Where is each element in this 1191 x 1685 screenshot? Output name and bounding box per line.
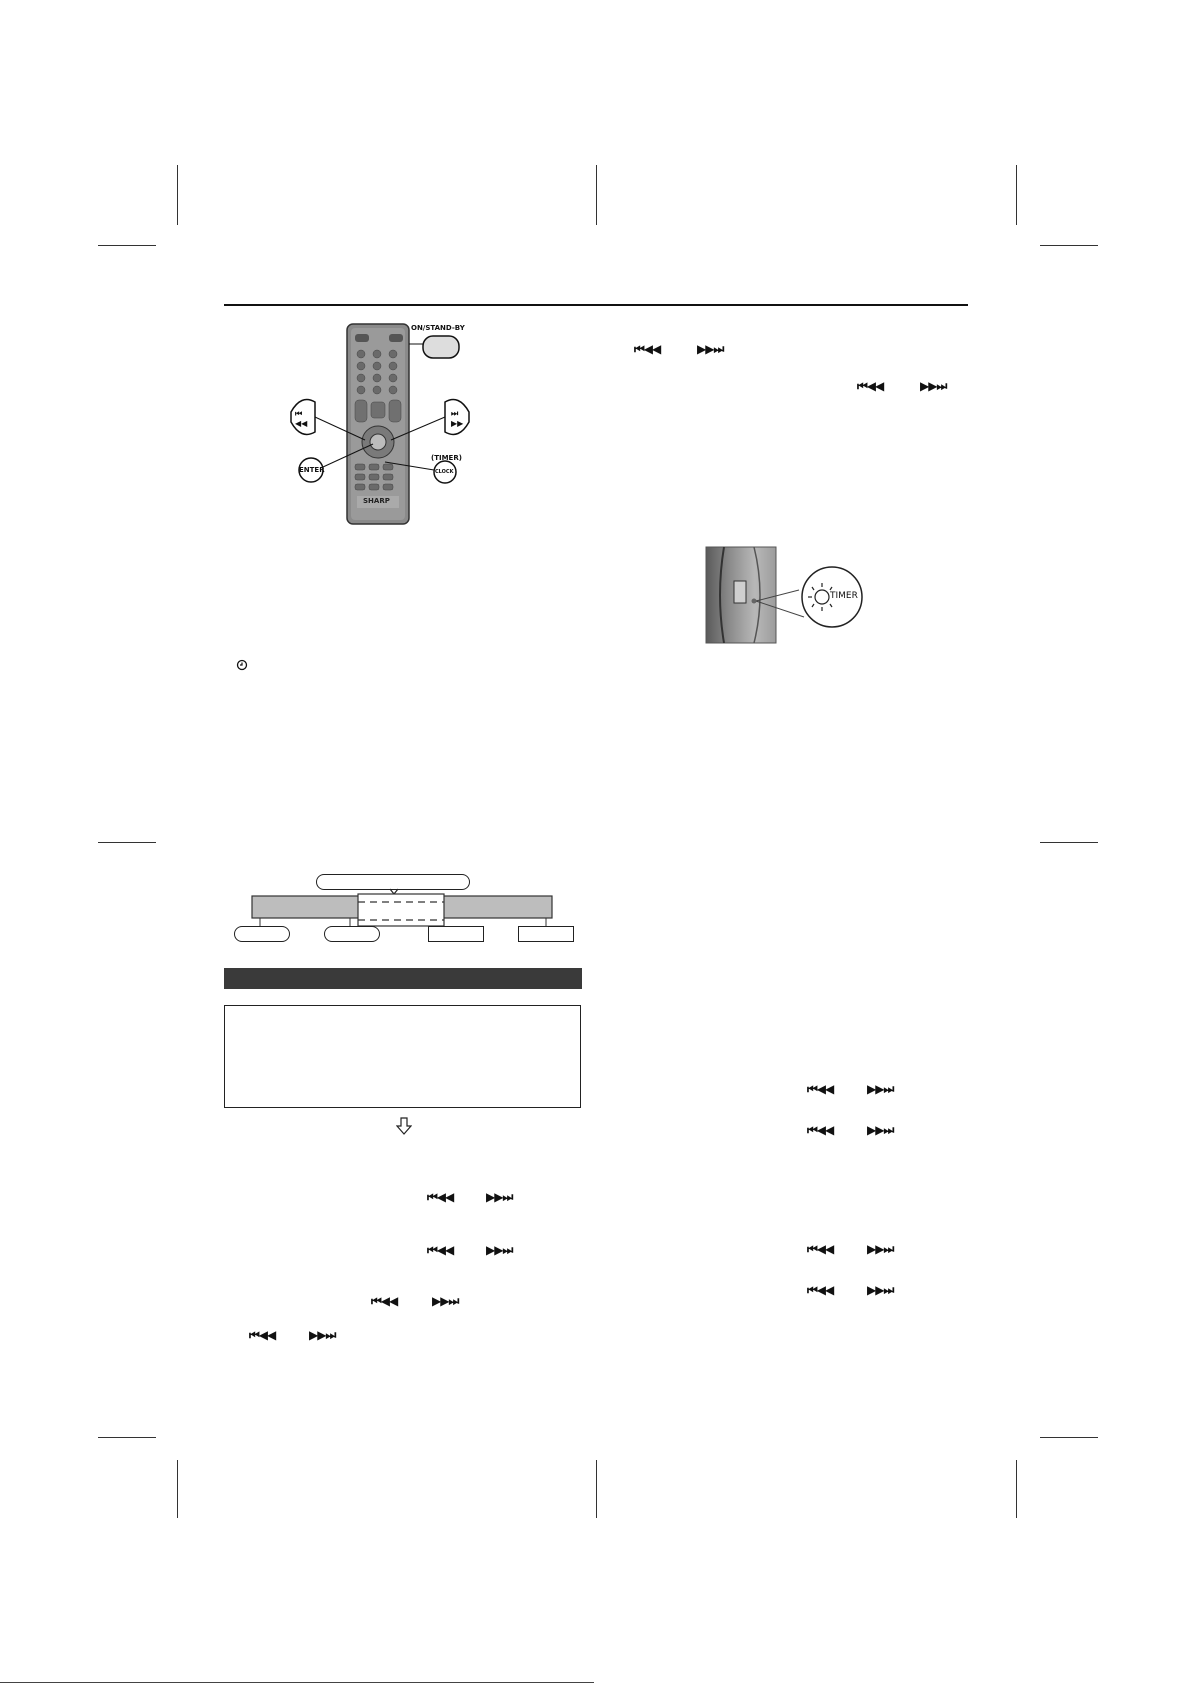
svg-text:⏭: ⏭ [451,409,459,418]
crop-mark [1040,245,1098,246]
skip-forward-icon: ▶▶⏭ [486,1243,513,1257]
down-arrow-icon [396,1117,412,1135]
skip-forward-icon: ▶▶⏭ [309,1328,336,1342]
skip-back-icon: ⏮◀◀ [427,1190,454,1204]
clock-label: CLOCK [435,469,454,475]
crop-mark [596,1460,597,1518]
skip-back-icon: ⏮◀◀ [807,1242,834,1256]
skip-back-icon: ⏮◀◀ [634,342,661,356]
skip-forward-icon: ▶▶⏭ [867,1082,894,1096]
section-heading-band [224,968,582,989]
timer-indicator-label: TIMER [830,591,858,601]
crop-mark [98,245,156,246]
crop-mark [177,165,178,225]
header-rule [224,304,968,306]
crop-mark [596,165,597,225]
svg-text:⏮: ⏮ [295,409,303,418]
crop-mark [1040,842,1098,843]
enter-label: ENTER [299,466,325,474]
timer-label: (TIMER) [431,454,462,462]
on-stand-by-label: ON/STAND-BY [411,324,465,332]
skip-back-icon: ⏮◀◀ [371,1294,398,1308]
crop-mark [98,842,156,843]
display-callout-4 [518,926,574,942]
skip-forward-icon: ▶▶⏭ [920,379,947,393]
svg-text:◀◀: ◀◀ [295,419,308,428]
crop-mark [1040,1437,1098,1438]
skip-forward-icon: ▶▶⏭ [697,342,724,356]
remote-illustration [285,322,475,527]
skip-forward-icon: ▶▶⏭ [867,1242,894,1256]
timer-indicator-illustration [704,545,884,645]
crop-mark [177,1460,178,1518]
skip-back-icon: ⏮◀◀ [857,379,884,393]
skip-back-icon: ⏮◀◀ [807,1283,834,1297]
crop-mark [1016,1460,1017,1518]
skip-forward-icon: ▶▶⏭ [867,1283,894,1297]
note-box [224,1005,581,1108]
display-callout-2 [324,926,380,942]
display-diagram [230,872,580,944]
skip-forward-icon: ▶▶⏭ [486,1190,513,1204]
skip-back-icon: ⏮◀◀ [807,1082,834,1096]
svg-text:▶▶: ▶▶ [451,419,464,428]
crop-mark [98,1437,156,1438]
display-callout-3 [428,926,484,942]
skip-back-icon: ⏮◀◀ [249,1328,276,1342]
display-callout-1 [234,926,290,942]
remote-brand: SHARP [363,497,390,505]
crop-mark [1016,165,1017,225]
skip-back-icon: ⏮◀◀ [427,1243,454,1257]
skip-back-icon: ⏮◀◀ [807,1123,834,1137]
skip-forward-icon: ▶▶⏭ [432,1294,459,1308]
clock-icon [236,658,248,670]
bottom-rule [0,1682,594,1683]
skip-forward-icon: ▶▶⏭ [867,1123,894,1137]
